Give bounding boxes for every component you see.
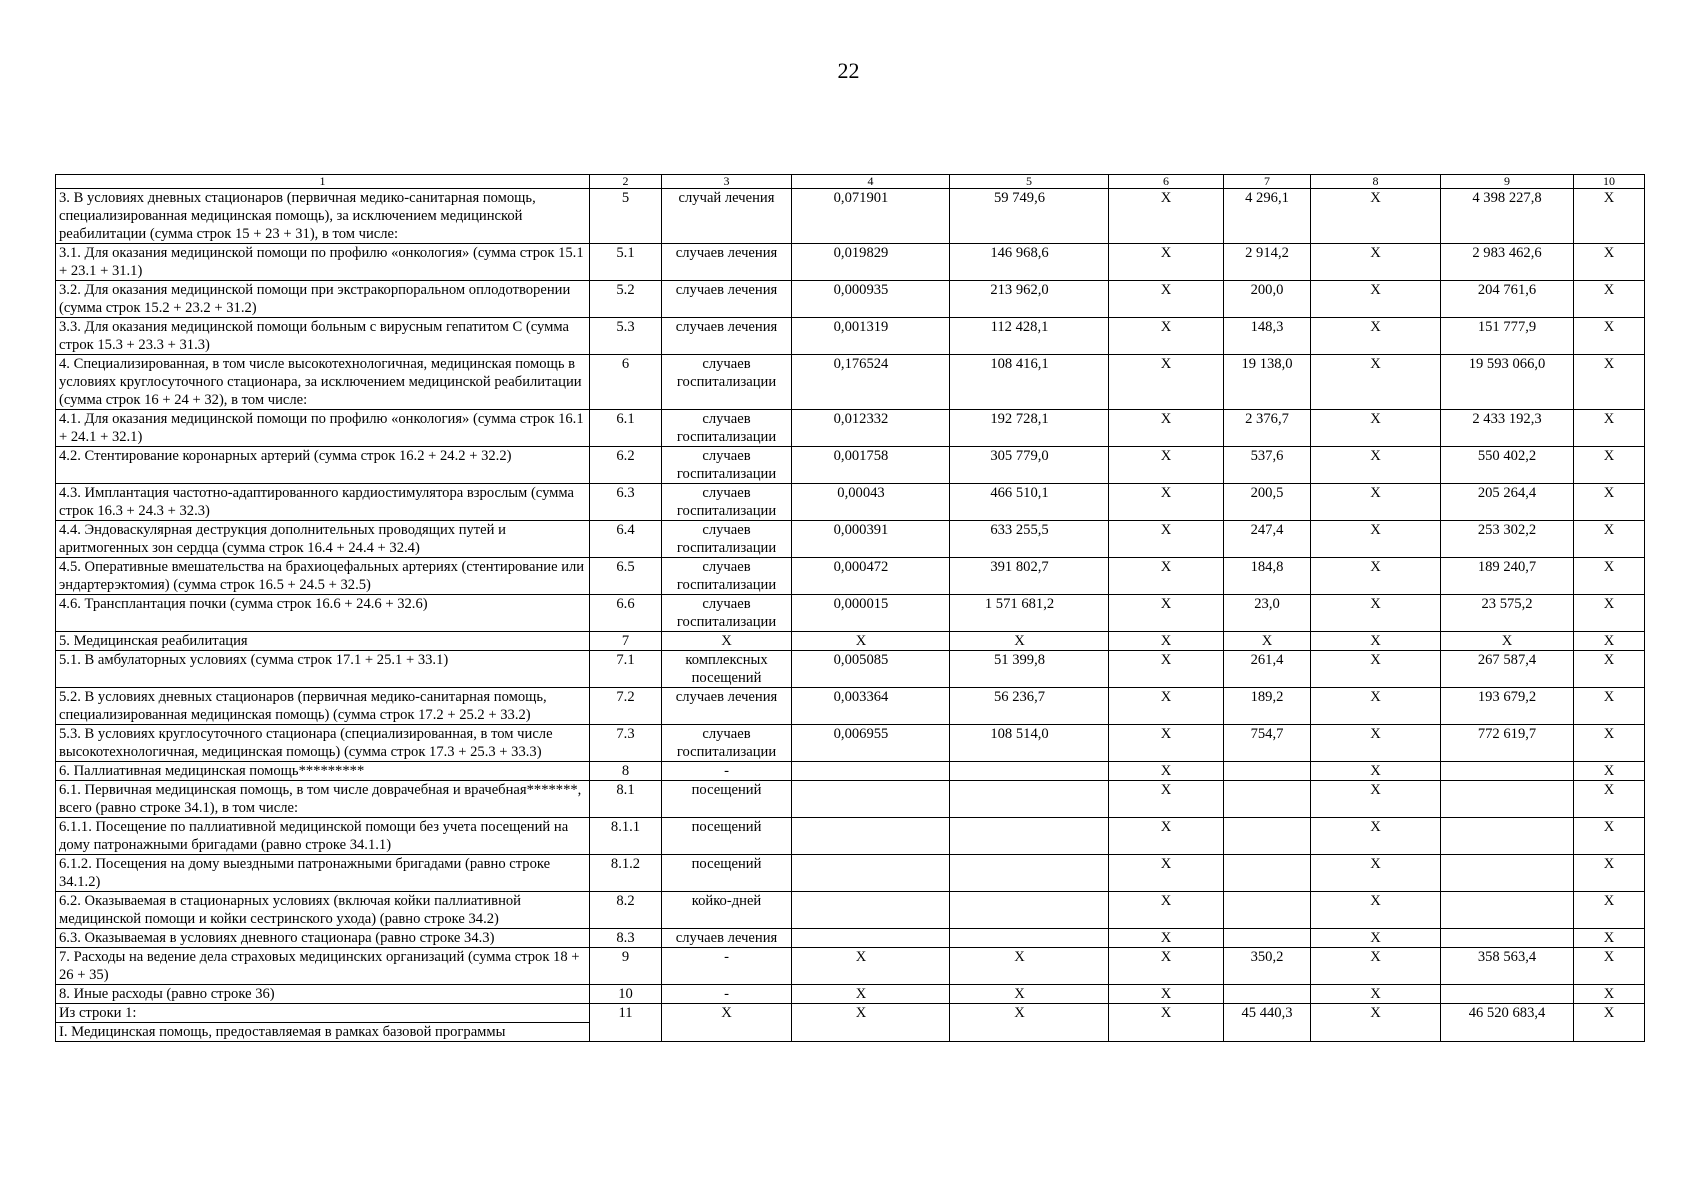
table-row [56, 1004, 1645, 1042]
cell-col-7 [1224, 762, 1311, 781]
cell-col-8: X [1311, 410, 1441, 447]
cell-col-4 [792, 818, 950, 855]
cell-col-7 [1224, 818, 1311, 855]
cell-col-10: X [1574, 892, 1645, 929]
cell-col-9: 189 240,7 [1441, 558, 1574, 595]
row-unit: случаев лечения [662, 318, 792, 355]
cell-col-9: 4 398 227,8 [1441, 189, 1574, 244]
table-row [56, 818, 1645, 855]
cell-col-5: 192 728,1 [950, 410, 1109, 447]
table-body [56, 189, 1645, 1042]
row-unit: случаев лечения [662, 244, 792, 281]
cell-col-6: X [1109, 855, 1224, 892]
cell-col-10: X [1574, 688, 1645, 725]
cell-col-9: 23 575,2 [1441, 595, 1574, 632]
table-row [56, 410, 1645, 447]
cell-col-10: X [1574, 632, 1645, 651]
row-label: 4.1. Для оказания медицинской помощи по профилю «онкология» (сумма строк 16.1 + 24.1 + 32.1) [56, 410, 590, 447]
cell-col-7: 754,7 [1224, 725, 1311, 762]
data-table [55, 174, 1645, 1042]
cell-col-5: 51 399,8 [950, 651, 1109, 688]
row-number: 7.1 [590, 651, 662, 688]
cell-col-10: X [1574, 189, 1645, 244]
row-unit: случаев лечения [662, 929, 792, 948]
cell-col-9 [1441, 929, 1574, 948]
table-row [56, 725, 1645, 762]
cell-col-8: X [1311, 948, 1441, 985]
cell-col-7: 45 440,3 [1224, 1004, 1311, 1042]
cell-col-4: 0,001319 [792, 318, 950, 355]
cell-col-4: X [792, 948, 950, 985]
cell-col-5: 112 428,1 [950, 318, 1109, 355]
row-label: 7. Расходы на ведение дела страховых медицинских организаций (сумма строк 18 + 26 + 35) [56, 948, 590, 985]
cell-col-9: 204 761,6 [1441, 281, 1574, 318]
row-unit: случаев лечения [662, 281, 792, 318]
row-unit: случаев госпитализации [662, 725, 792, 762]
row-unit: случаев госпитализации [662, 484, 792, 521]
cell-col-4: 0,176524 [792, 355, 950, 410]
cell-col-4: 0,012332 [792, 410, 950, 447]
cell-col-7 [1224, 985, 1311, 1004]
cell-col-7: 537,6 [1224, 447, 1311, 484]
cell-col-6: X [1109, 632, 1224, 651]
cell-col-10: X [1574, 281, 1645, 318]
cell-col-6: X [1109, 521, 1224, 558]
table-row [56, 244, 1645, 281]
cell-col-9 [1441, 781, 1574, 818]
cell-col-7 [1224, 781, 1311, 818]
row-number: 11 [590, 1004, 662, 1042]
cell-col-9: 253 302,2 [1441, 521, 1574, 558]
cell-col-5: 213 962,0 [950, 281, 1109, 318]
cell-col-6: X [1109, 651, 1224, 688]
cell-col-4: X [792, 632, 950, 651]
cell-col-5 [950, 892, 1109, 929]
table-row [56, 521, 1645, 558]
cell-col-5: 633 255,5 [950, 521, 1109, 558]
row-number: 5 [590, 189, 662, 244]
row-number: 8 [590, 762, 662, 781]
cell-col-8: X [1311, 929, 1441, 948]
cell-col-10: X [1574, 651, 1645, 688]
cell-col-7: 200,0 [1224, 281, 1311, 318]
cell-col-8: X [1311, 595, 1441, 632]
cell-col-4: 0,019829 [792, 244, 950, 281]
cell-col-8: X [1311, 985, 1441, 1004]
row-label: 6.1. Первичная медицинская помощь, в том числе доврачебная и врачебная*******, всего (равно строке 34.1), в том числе: [56, 781, 590, 818]
cell-col-7 [1224, 855, 1311, 892]
cell-col-9: 205 264,4 [1441, 484, 1574, 521]
table-row [56, 484, 1645, 521]
row-unit: X [662, 1004, 792, 1042]
header-row [56, 175, 1645, 189]
cell-col-4: 0,001758 [792, 447, 950, 484]
col-header-7: 7 [1224, 175, 1311, 189]
cell-col-10: X [1574, 762, 1645, 781]
row-number: 6.6 [590, 595, 662, 632]
cell-col-7: 261,4 [1224, 651, 1311, 688]
col-header-6: 6 [1109, 175, 1224, 189]
cell-col-8: X [1311, 725, 1441, 762]
cell-col-9 [1441, 762, 1574, 781]
cell-col-6: X [1109, 281, 1224, 318]
row-label: 4.3. Имплантация частотно-адаптированного кардиостимулятора взрослым (сумма строк 16.3 + 24.3 + 32.3) [56, 484, 590, 521]
row-label: 6. Паллиативная медицинская помощь********* [56, 762, 590, 781]
cell-col-10: X [1574, 447, 1645, 484]
cell-col-4: 0,000935 [792, 281, 950, 318]
cell-col-5 [950, 855, 1109, 892]
cell-col-4: 0,000391 [792, 521, 950, 558]
cell-col-6: X [1109, 484, 1224, 521]
row-number: 8.3 [590, 929, 662, 948]
row-number: 7.3 [590, 725, 662, 762]
row-number: 10 [590, 985, 662, 1004]
table-row [56, 189, 1645, 244]
cell-col-7: 2 914,2 [1224, 244, 1311, 281]
row-unit: - [662, 985, 792, 1004]
row-number: 7 [590, 632, 662, 651]
cell-col-8: X [1311, 318, 1441, 355]
row-label: 3. В условиях дневных стационаров (первичная медико-санитарная помощь, специализированная медицинская помощь), за исключением медицинской реабилитации (сумма строк 15 + 23 + 31), в том числе: [56, 189, 590, 244]
row-unit: случаев лечения [662, 688, 792, 725]
cell-col-8: X [1311, 688, 1441, 725]
row-number: 5.2 [590, 281, 662, 318]
cell-col-5: 466 510,1 [950, 484, 1109, 521]
row-label: 5.1. В амбулаторных условиях (сумма строк 17.1 + 25.1 + 33.1) [56, 651, 590, 688]
table-row [56, 595, 1645, 632]
cell-col-4 [792, 855, 950, 892]
cell-col-7: 23,0 [1224, 595, 1311, 632]
cell-col-4: 0,071901 [792, 189, 950, 244]
table-row [56, 318, 1645, 355]
cell-col-6: X [1109, 558, 1224, 595]
cell-col-4: 0,006955 [792, 725, 950, 762]
row-unit: X [662, 632, 792, 651]
cell-col-8: X [1311, 632, 1441, 651]
cell-col-9: 2 983 462,6 [1441, 244, 1574, 281]
cell-col-9: X [1441, 632, 1574, 651]
cell-col-10: X [1574, 484, 1645, 521]
cell-col-6: X [1109, 355, 1224, 410]
row-unit: койко-дней [662, 892, 792, 929]
cell-col-6: X [1109, 189, 1224, 244]
cell-col-6: X [1109, 688, 1224, 725]
cell-col-5: 56 236,7 [950, 688, 1109, 725]
row-label: 6.1.2. Посещения на дому выездными патронажными бригадами (равно строке 34.1.2) [56, 855, 590, 892]
cell-col-4: 0,000015 [792, 595, 950, 632]
row-number: 8.1.2 [590, 855, 662, 892]
col-header-10: 10 [1574, 175, 1645, 189]
row-number: 6 [590, 355, 662, 410]
cell-col-5 [950, 781, 1109, 818]
row-label-line-1: Из строки 1: [56, 1004, 589, 1023]
row-label: 4.5. Оперативные вмешательства на брахиоцефальных артериях (стентирование или эндартерэктомия) (сумма строк 16.5 + 24.5 + 32.5) [56, 558, 590, 595]
row-unit: посещений [662, 855, 792, 892]
cell-col-8: X [1311, 892, 1441, 929]
cell-col-8: X [1311, 762, 1441, 781]
row-label: 5. Медицинская реабилитация [56, 632, 590, 651]
row-label-line-2: I. Медицинская помощь, предоставляемая в рамках базовой программы [59, 1024, 506, 1040]
cell-col-7: 2 376,7 [1224, 410, 1311, 447]
cell-col-5: 391 802,7 [950, 558, 1109, 595]
cell-col-6: X [1109, 892, 1224, 929]
table-row [56, 281, 1645, 318]
col-header-1: 1 [56, 175, 590, 189]
cell-col-5: 108 514,0 [950, 725, 1109, 762]
cell-col-8: X [1311, 447, 1441, 484]
row-unit: посещений [662, 818, 792, 855]
cell-col-4 [792, 929, 950, 948]
cell-col-5 [950, 818, 1109, 855]
row-number: 9 [590, 948, 662, 985]
cell-col-8: X [1311, 781, 1441, 818]
table-row [56, 558, 1645, 595]
cell-col-4 [792, 892, 950, 929]
cell-col-5: 305 779,0 [950, 447, 1109, 484]
row-label: 3.1. Для оказания медицинской помощи по профилю «онкология» (сумма строк 15.1 + 23.1 + 31.1) [56, 244, 590, 281]
col-header-8: 8 [1311, 175, 1441, 189]
cell-col-6: X [1109, 818, 1224, 855]
table-row [56, 688, 1645, 725]
cell-col-5 [950, 929, 1109, 948]
row-unit: случаев госпитализации [662, 410, 792, 447]
row-unit: случаев госпитализации [662, 447, 792, 484]
cell-col-10: X [1574, 410, 1645, 447]
row-label: 6.1.1. Посещение по паллиативной медицинской помощи без учета посещений на дому патронажными бригадами (равно строке 34.1.1) [56, 818, 590, 855]
cell-col-10: X [1574, 1004, 1645, 1042]
cell-col-4: 0,005085 [792, 651, 950, 688]
cell-col-10: X [1574, 521, 1645, 558]
row-label: 4.4. Эндоваскулярная деструкция дополнительных проводящих путей и аритмогенных зон сердца (сумма строк 16.4 + 24.4 + 32.4) [56, 521, 590, 558]
cell-col-7 [1224, 929, 1311, 948]
cell-col-7: 350,2 [1224, 948, 1311, 985]
row-number: 7.2 [590, 688, 662, 725]
row-number: 6.1 [590, 410, 662, 447]
cell-col-6: X [1109, 244, 1224, 281]
table-row [56, 762, 1645, 781]
cell-col-5 [950, 762, 1109, 781]
cell-col-7: 247,4 [1224, 521, 1311, 558]
cell-col-7 [1224, 892, 1311, 929]
table-row [56, 929, 1645, 948]
cell-col-5: 146 968,6 [950, 244, 1109, 281]
table-row [56, 781, 1645, 818]
row-label: 4.2. Стентирование коронарных артерий (сумма строк 16.2 + 24.2 + 32.2) [56, 447, 590, 484]
row-label: 4. Специализированная, в том числе высокотехнологичная, медицинская помощь в условиях круглосуточного стационара, за исключением медицинской реабилитации (сумма строк 16 + 24 + 32), в том числе: [56, 355, 590, 410]
cell-col-10: X [1574, 725, 1645, 762]
cell-col-9: 151 777,9 [1441, 318, 1574, 355]
table-row [56, 892, 1645, 929]
row-label: 3.2. Для оказания медицинской помощи при экстракорпоральном оплодотворении (сумма строк 15.2 + 23.2 + 31.2) [56, 281, 590, 318]
row-number: 6.3 [590, 484, 662, 521]
row-label: 5.2. В условиях дневных стационаров (первичная медико-санитарная помощь, специализированная медицинская помощь) (сумма строк 17.2 + 25.2 + 33.2) [56, 688, 590, 725]
row-unit: - [662, 762, 792, 781]
row-unit: - [662, 948, 792, 985]
cell-col-6: X [1109, 725, 1224, 762]
cell-col-6: X [1109, 985, 1224, 1004]
cell-col-9 [1441, 985, 1574, 1004]
row-label [56, 1004, 590, 1042]
cell-col-5: X [950, 632, 1109, 651]
row-number: 5.3 [590, 318, 662, 355]
row-number: 8.1.1 [590, 818, 662, 855]
cell-col-4 [792, 781, 950, 818]
cell-col-7: 148,3 [1224, 318, 1311, 355]
cell-col-9 [1441, 892, 1574, 929]
cell-col-7: X [1224, 632, 1311, 651]
col-header-9: 9 [1441, 175, 1574, 189]
cell-col-6: X [1109, 410, 1224, 447]
cell-col-5: 108 416,1 [950, 355, 1109, 410]
cell-col-10: X [1574, 929, 1645, 948]
cell-col-8: X [1311, 651, 1441, 688]
col-header-4: 4 [792, 175, 950, 189]
row-number: 6.4 [590, 521, 662, 558]
cell-col-6: X [1109, 762, 1224, 781]
table-row [56, 651, 1645, 688]
cell-col-10: X [1574, 355, 1645, 410]
cell-col-5: 1 571 681,2 [950, 595, 1109, 632]
cell-col-6: X [1109, 595, 1224, 632]
cell-col-10: X [1574, 948, 1645, 985]
col-header-3: 3 [662, 175, 792, 189]
row-label: 4.6. Трансплантация почки (сумма строк 16.6 + 24.6 + 32.6) [56, 595, 590, 632]
row-label: 6.2. Оказываемая в стационарных условиях (включая койки паллиативной медицинской помощи и койки сестринского ухода) (равно строке 34.2) [56, 892, 590, 929]
cell-col-8: X [1311, 189, 1441, 244]
cell-col-9: 19 593 066,0 [1441, 355, 1574, 410]
cell-col-4: 0,000472 [792, 558, 950, 595]
cell-col-4: 0,003364 [792, 688, 950, 725]
cell-col-9 [1441, 818, 1574, 855]
cell-col-5: X [950, 985, 1109, 1004]
cell-col-10: X [1574, 985, 1645, 1004]
cell-col-8: X [1311, 484, 1441, 521]
cell-col-8: X [1311, 855, 1441, 892]
table-row [56, 855, 1645, 892]
cell-col-6: X [1109, 781, 1224, 818]
table-row [56, 355, 1645, 410]
row-label: 8. Иные расходы (равно строке 36) [56, 985, 590, 1004]
cell-col-8: X [1311, 818, 1441, 855]
page-number: 22 [837, 58, 860, 83]
cell-col-8: X [1311, 521, 1441, 558]
cell-col-4 [792, 762, 950, 781]
col-header-2: 2 [590, 175, 662, 189]
row-unit: случаев госпитализации [662, 595, 792, 632]
cell-col-8: X [1311, 281, 1441, 318]
cell-col-5: 59 749,6 [950, 189, 1109, 244]
cell-col-9: 358 563,4 [1441, 948, 1574, 985]
row-label: 6.3. Оказываемая в условиях дневного стационара (равно строке 34.3) [56, 929, 590, 948]
cell-col-10: X [1574, 558, 1645, 595]
table-row [56, 447, 1645, 484]
cell-col-9: 46 520 683,4 [1441, 1004, 1574, 1042]
cell-col-8: X [1311, 558, 1441, 595]
cell-col-9: 2 433 192,3 [1441, 410, 1574, 447]
table-row [56, 985, 1645, 1004]
cell-col-5: X [950, 948, 1109, 985]
cell-col-5: X [950, 1004, 1109, 1042]
cell-col-4: X [792, 1004, 950, 1042]
cell-col-7: 19 138,0 [1224, 355, 1311, 410]
cell-col-6: X [1109, 447, 1224, 484]
cell-col-9: 772 619,7 [1441, 725, 1574, 762]
table-row [56, 948, 1645, 985]
cell-col-7: 200,5 [1224, 484, 1311, 521]
cell-col-9 [1441, 855, 1574, 892]
cell-col-9: 267 587,4 [1441, 651, 1574, 688]
cell-col-9: 193 679,2 [1441, 688, 1574, 725]
row-unit: случаев госпитализации [662, 355, 792, 410]
row-number: 6.2 [590, 447, 662, 484]
table-row [56, 632, 1645, 651]
row-unit: посещений [662, 781, 792, 818]
row-number: 8.1 [590, 781, 662, 818]
cell-col-10: X [1574, 818, 1645, 855]
row-label: 3.3. Для оказания медицинской помощи больным с вирусным гепатитом С (сумма строк 15.3 + 23.3 + 31.3) [56, 318, 590, 355]
cell-col-7: 4 296,1 [1224, 189, 1311, 244]
row-unit: комплексных посещений [662, 651, 792, 688]
cell-col-10: X [1574, 318, 1645, 355]
cell-col-8: X [1311, 355, 1441, 410]
cell-col-6: X [1109, 948, 1224, 985]
row-label: 5.3. В условиях круглосуточного стационара (специализированная, в том числе высокотехнологичная, медицинская помощь) (сумма строк 17.3 + 25.3 + 33.3) [56, 725, 590, 762]
row-number: 5.1 [590, 244, 662, 281]
row-unit: случаев госпитализации [662, 558, 792, 595]
cell-col-7: 189,2 [1224, 688, 1311, 725]
cell-col-4: 0,00043 [792, 484, 950, 521]
cell-col-8: X [1311, 1004, 1441, 1042]
row-unit: случай лечения [662, 189, 792, 244]
cell-col-10: X [1574, 781, 1645, 818]
cell-col-6: X [1109, 929, 1224, 948]
cell-col-10: X [1574, 244, 1645, 281]
cell-col-6: X [1109, 318, 1224, 355]
row-number: 8.2 [590, 892, 662, 929]
row-number: 6.5 [590, 558, 662, 595]
cell-col-10: X [1574, 855, 1645, 892]
cell-col-7: 184,8 [1224, 558, 1311, 595]
cell-col-9: 550 402,2 [1441, 447, 1574, 484]
cell-col-8: X [1311, 244, 1441, 281]
cell-col-6: X [1109, 1004, 1224, 1042]
cell-col-4: X [792, 985, 950, 1004]
cell-col-10: X [1574, 595, 1645, 632]
col-header-5: 5 [950, 175, 1109, 189]
row-unit: случаев госпитализации [662, 521, 792, 558]
